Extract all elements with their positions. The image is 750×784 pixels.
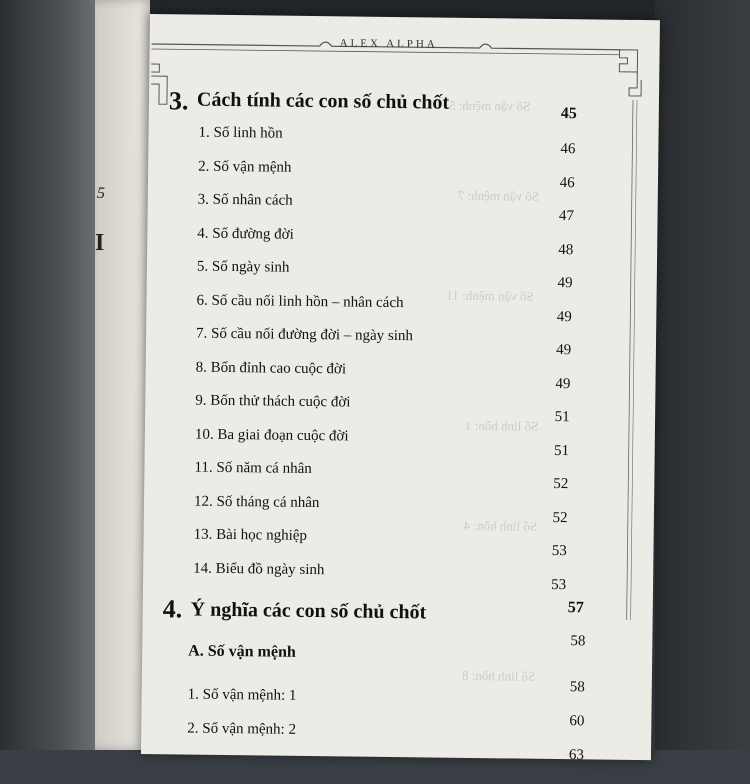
- toc-item-page: 58: [569, 679, 585, 696]
- toc-row: [141, 679, 651, 716]
- toc-row: [146, 325, 656, 359]
- toc-item-page: 49: [556, 341, 572, 359]
- book-page: [141, 14, 660, 764]
- toc-item-page: 49: [556, 308, 572, 325]
- show-through-decor: Số vận mệnh: 7: [457, 187, 540, 204]
- toc-row: [148, 191, 658, 225]
- show-through-decor: Số vận mệnh: 5: [448, 97, 531, 114]
- chapter-4-title: Ý nghĩa các con số chủ chốt: [190, 598, 427, 624]
- toc-item-label: 9. Bốn thử thách cuộc đời: [195, 392, 351, 411]
- chapter-3-page: 45: [560, 105, 577, 123]
- toc-item-page: 49: [557, 274, 573, 292]
- toc-row: [143, 559, 653, 593]
- toc-item-page: 52: [553, 475, 569, 493]
- toc-item-label: 2. Số vận mệnh: [198, 158, 292, 176]
- toc-row: [148, 157, 658, 191]
- toc-item-label: 1. Số linh hồn: [198, 124, 283, 142]
- toc-item-page: 60: [569, 713, 585, 730]
- toc-item-page: 46: [559, 174, 575, 191]
- table-of-contents: [141, 14, 660, 764]
- show-through-decor: Số linh hồn: 8: [461, 667, 536, 684]
- chapter-3-title: Cách tính các con số chủ chốt: [196, 88, 450, 114]
- toc-row: [143, 526, 653, 560]
- left-page-glyph-1: 5: [97, 185, 105, 202]
- background-left-dark: [0, 0, 95, 750]
- toc-item-page: 52: [552, 509, 568, 526]
- toc-item-page: 53: [551, 542, 567, 560]
- toc-item-label: 8. Bốn đỉnh cao cuộc đời: [195, 359, 347, 377]
- show-through-decor: Số linh hồn: 4: [463, 517, 538, 534]
- toc-row: [144, 459, 654, 493]
- toc-item-label: 6. Số cầu nối linh hồn – nhân cách: [196, 292, 404, 311]
- toc-item-label: 7. Số cầu nối đường đời – ngày sinh: [196, 325, 414, 345]
- toc-item-label: 3. Số nhân cách: [197, 191, 293, 209]
- toc-row: [147, 224, 657, 258]
- show-through-decor: Số linh hồn: 1: [464, 417, 539, 434]
- toc-item-page: 46: [560, 141, 576, 158]
- toc-item-label: 2. Số vận mệnh: 2: [187, 720, 297, 738]
- toc-row: [145, 358, 655, 392]
- toc-item-page: 53: [551, 576, 567, 593]
- chapter-4-number: 4.: [162, 594, 183, 624]
- running-header: ALEX ALPHA: [339, 37, 438, 51]
- toc-item-label: 11. Số năm cá nhân: [194, 459, 312, 478]
- toc-item-page: 49: [555, 375, 571, 392]
- toc-item-page: 48: [558, 241, 574, 258]
- toc-item-label: 13. Bài học nghiệp: [193, 526, 308, 544]
- background-right-dark: [655, 0, 750, 750]
- toc-item-page: 63: [568, 747, 585, 764]
- show-through-decor: Số vận mệnh: 11: [446, 287, 534, 304]
- toc-row: [141, 713, 651, 750]
- toc-item-label: 10. Ba giai đoạn cuộc đời: [194, 426, 349, 444]
- toc-item-page: 51: [553, 442, 570, 459]
- left-page-glyph-2: I: [95, 230, 105, 256]
- toc-row: [145, 425, 655, 459]
- section-a-page: 58: [570, 633, 586, 650]
- toc-item-label: 12. Số tháng cá nhân: [193, 493, 320, 511]
- toc-row: [147, 258, 657, 292]
- section-a-title: A. Số vận mệnh: [188, 642, 296, 661]
- toc-item-page: 51: [554, 408, 570, 426]
- toc-item-label: 4. Số đường đời: [197, 225, 294, 243]
- toc-row: [148, 124, 658, 158]
- chapter-4-page: 57: [567, 599, 584, 617]
- toc-row: [141, 747, 651, 784]
- toc-item-label: 1. Số vận mệnh: 1: [187, 686, 297, 704]
- toc-row: [146, 291, 656, 325]
- chapter-3-number: 3.: [168, 86, 189, 116]
- toc-item-label: 5. Số ngày sinh: [196, 258, 290, 276]
- toc-item-page: 47: [558, 208, 575, 225]
- toc-item-label: 14. Biểu đồ ngày sinh: [193, 560, 325, 578]
